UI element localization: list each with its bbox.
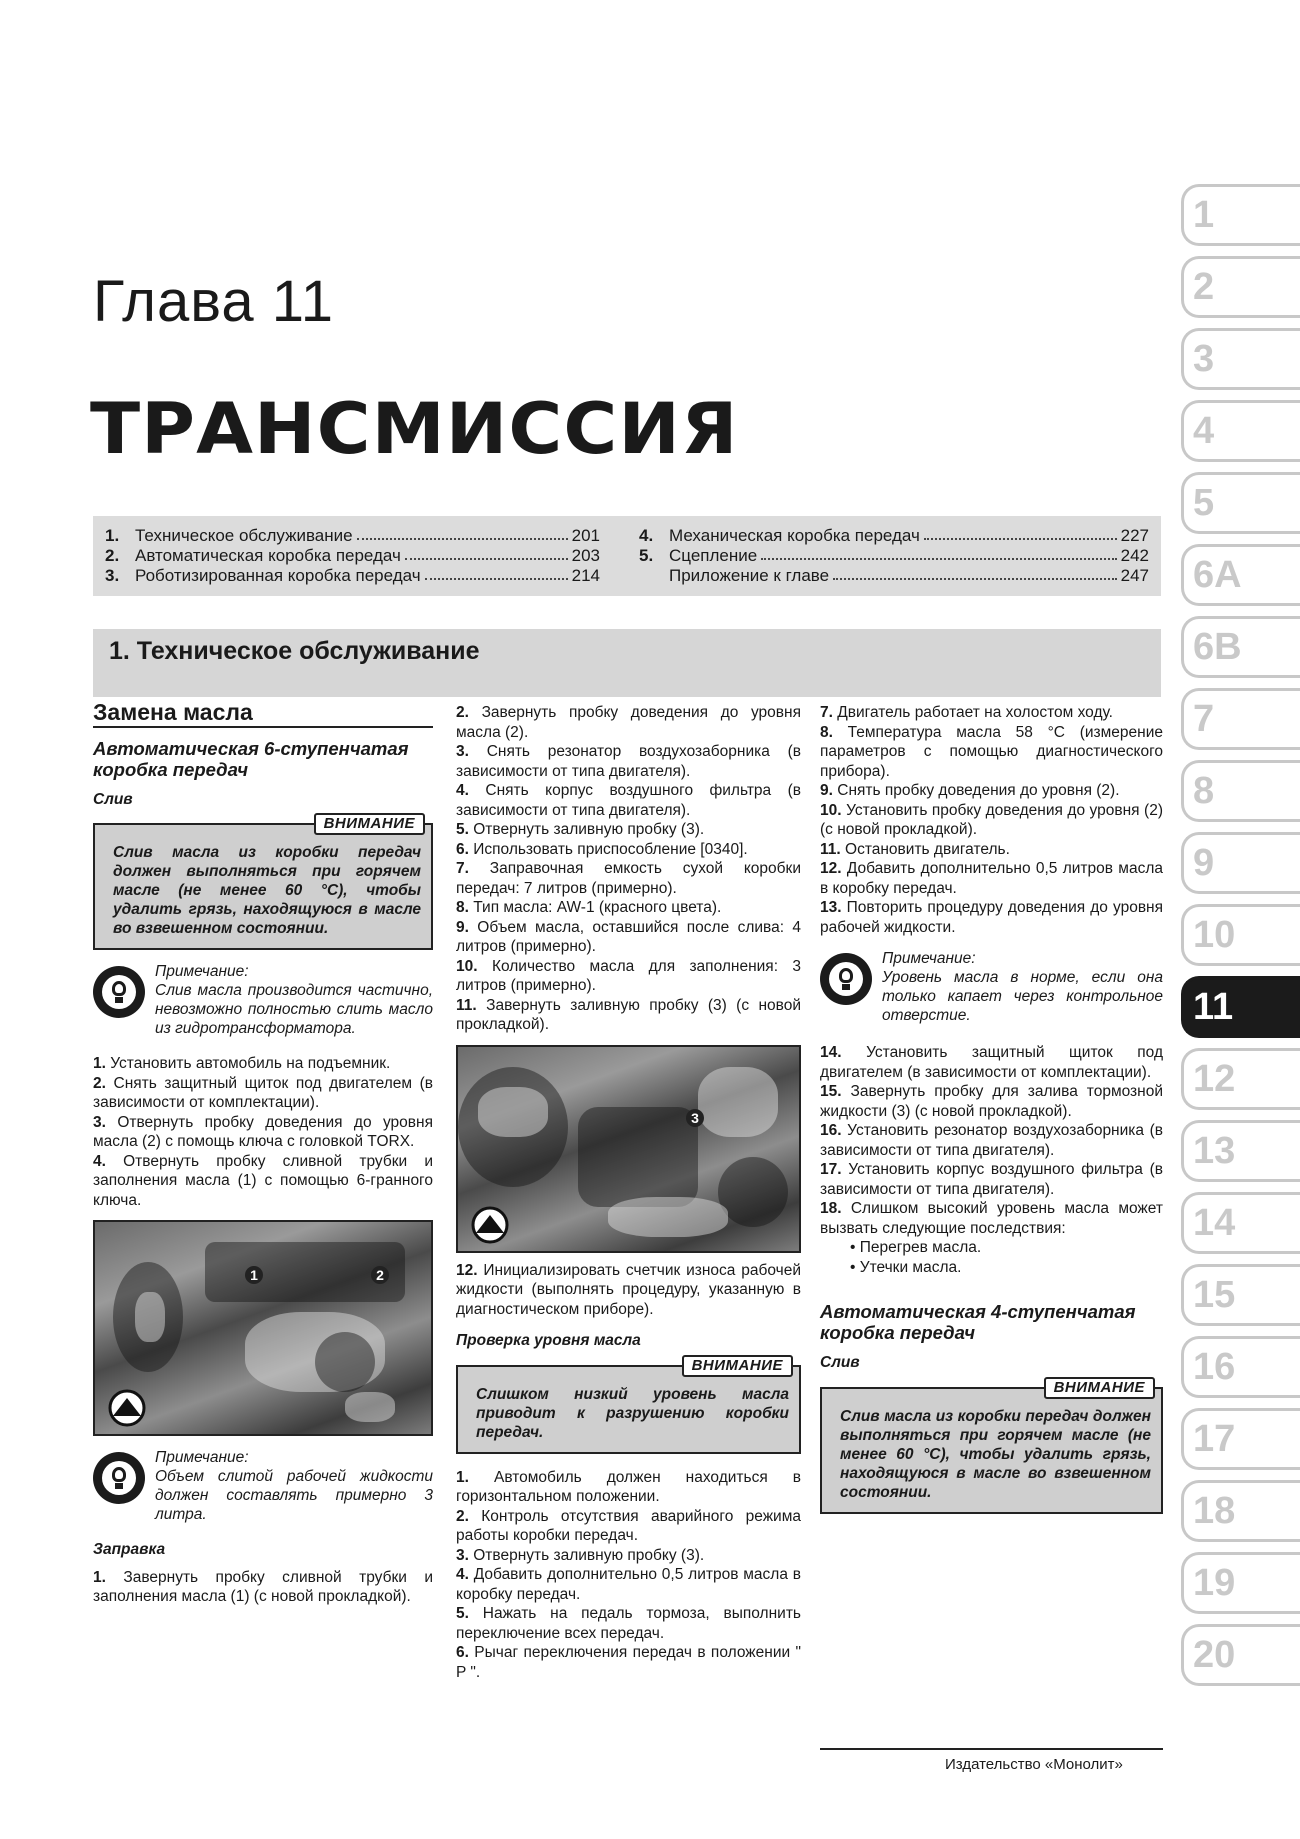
list-item bbox=[820, 1160, 1163, 1199]
chapter-tab-14[interactable] bbox=[1181, 1192, 1300, 1254]
step-text: Отвернуть пробку доведения до уровня масла (2) с помощь ключа с головкой TORX. bbox=[93, 1113, 433, 1150]
step-text: Завернуть пробку сливной трубки и заполнения масла (1) (с новой прокладкой). bbox=[93, 1568, 433, 1605]
step-list bbox=[820, 703, 1163, 937]
toc-leader-dots bbox=[405, 546, 568, 560]
chapter-tab-3[interactable] bbox=[1181, 328, 1300, 390]
note-text: Объем слитой рабочей жидкости должен составлять примерно 3 литра. bbox=[155, 1468, 433, 1523]
chapter-tab-7[interactable] bbox=[1181, 688, 1300, 750]
toc-entry-title: Автоматическая коробка передач bbox=[135, 546, 401, 565]
step-text: Отвернуть пробку сливной трубки и заполнения масла (1) с помощью 6-гранного ключа. bbox=[93, 1152, 433, 1209]
tab-label: 7 bbox=[1193, 698, 1215, 740]
list-item bbox=[820, 1043, 1163, 1082]
step-list bbox=[456, 703, 801, 1035]
toc-entry-title: Приложение к главе bbox=[669, 566, 830, 585]
chapter-tab-2[interactable] bbox=[1181, 256, 1300, 318]
step-number: 4. bbox=[456, 1566, 469, 1583]
tab-label: 10 bbox=[1193, 914, 1236, 956]
step-text: Слишком высокий уровень масла может вызвать следующие последствия: bbox=[820, 1200, 1163, 1237]
chapter-tab-6a[interactable] bbox=[1181, 544, 1300, 606]
section-header bbox=[93, 629, 1161, 697]
list-item bbox=[93, 1113, 433, 1152]
step-text: Рычаг переключения передач в положении " P ". bbox=[456, 1644, 801, 1681]
step-text: Двигатель работает на холостом ходу. bbox=[837, 704, 1113, 721]
list-item bbox=[820, 801, 1163, 840]
step-text: Снять резонатор воздухозаборника (в зависимости от типа двигателя). bbox=[456, 743, 801, 780]
step-text: Остановить двигатель. bbox=[845, 840, 1010, 858]
step-number: 1. bbox=[93, 1055, 106, 1072]
step-number: 1. bbox=[93, 1568, 106, 1586]
lightbulb-icon bbox=[93, 966, 145, 1018]
toc-entry-title: Механическая коробка передач bbox=[669, 526, 920, 545]
subheading-4-speed: Автоматическая 4-ступенчатая коробка передач bbox=[820, 1301, 1136, 1343]
list-item bbox=[456, 820, 801, 840]
toc-entry-title: Сцепление bbox=[669, 546, 758, 565]
chapter-tab-13[interactable] bbox=[1181, 1120, 1300, 1182]
tab-label: 4 bbox=[1193, 410, 1215, 452]
step-number: 5. bbox=[456, 1605, 469, 1622]
list-item bbox=[456, 957, 801, 996]
list-item bbox=[820, 1082, 1163, 1121]
column-3 bbox=[820, 703, 1163, 1522]
toc-entry bbox=[639, 546, 1149, 566]
chapter-tab-18[interactable] bbox=[1181, 1480, 1300, 1542]
chapter-tab-6b[interactable] bbox=[1181, 616, 1300, 678]
chapter-title: ТРАНСМИССИЯ bbox=[90, 388, 739, 470]
column-1 bbox=[93, 699, 433, 1607]
toc-leader-dots bbox=[425, 566, 568, 580]
warning-text: Слишком низкий уровень масла приводит к разрушению коробки передач. bbox=[476, 1385, 789, 1441]
tab-label: 8 bbox=[1193, 770, 1215, 812]
step-number: 11. bbox=[820, 840, 841, 858]
chapter-tab-16[interactable] bbox=[1181, 1336, 1300, 1398]
step-number: 9. bbox=[456, 918, 469, 936]
tab-label: 14 bbox=[1193, 1202, 1236, 1244]
step-number: 12. bbox=[456, 1261, 478, 1279]
step-text: Установить резонатор воздухозаборника (в зависимости от типа двигателя). bbox=[820, 1122, 1163, 1159]
toc-entry-page: 214 bbox=[571, 566, 600, 585]
warning-box bbox=[93, 815, 433, 950]
toc-entry-number: 2. bbox=[105, 546, 120, 565]
step-number: 4. bbox=[456, 782, 469, 799]
step-list bbox=[456, 1468, 801, 1683]
list-item bbox=[456, 1468, 801, 1507]
callout-3: 3 bbox=[686, 1109, 704, 1127]
step-number: 1. bbox=[456, 1468, 469, 1486]
publisher-credit: Издательство «Монолит» bbox=[945, 1756, 1123, 1773]
chapter-tabs bbox=[1181, 184, 1300, 1696]
toc-entry bbox=[105, 546, 600, 566]
step-text: Снять корпус воздушного фильтра (в зависимости от типа двигателя). bbox=[456, 782, 801, 819]
warning-box bbox=[820, 1378, 1163, 1514]
step-text: Заправочная емкость сухой коробки передач: 7 литров (примерно). bbox=[456, 860, 801, 897]
step-number: 18. bbox=[820, 1200, 842, 1217]
chapter-tab-11[interactable] bbox=[1181, 976, 1300, 1038]
toc-leader-dots bbox=[833, 566, 1117, 580]
toc-entry-title: Техническое обслуживание bbox=[135, 526, 353, 545]
drain-label: Слив bbox=[820, 1354, 860, 1371]
step-number: 8. bbox=[456, 899, 469, 916]
tab-label: 6A bbox=[1193, 554, 1242, 596]
list-item bbox=[456, 1261, 801, 1320]
tab-label: 20 bbox=[1193, 1634, 1236, 1676]
subheading-6-speed: Автоматическая 6-ступенчатая коробка передач bbox=[93, 737, 409, 780]
note-title: Примечание: bbox=[155, 963, 249, 980]
step-number: 14. bbox=[820, 1044, 842, 1061]
note-title: Примечание: bbox=[155, 1449, 249, 1466]
list-item bbox=[820, 781, 1163, 801]
step-text: Контроль отсутствия аварийного режима работы коробки передач. bbox=[456, 1507, 801, 1544]
step-number: 7. bbox=[456, 860, 469, 877]
tab-label: 13 bbox=[1193, 1130, 1236, 1172]
step-text: Нажать на педаль тормоза, выполнить переключение всех передач. bbox=[456, 1605, 801, 1642]
toc-entry-page: 242 bbox=[1120, 546, 1149, 565]
toc-entry-number bbox=[639, 566, 669, 586]
step-number: 6. bbox=[456, 840, 469, 858]
step-text: Отвернуть заливную пробку (3). bbox=[473, 1546, 705, 1564]
step-number: 2. bbox=[456, 1507, 469, 1525]
step-text: Количество масла для заполнения: 3 литров (примерно). bbox=[456, 957, 801, 994]
footer-rule bbox=[820, 1748, 1163, 1750]
step-text: Завернуть заливную пробку (3) (с новой прокладкой). bbox=[456, 996, 801, 1033]
step-number: 5. bbox=[456, 821, 469, 838]
step-number: 4. bbox=[93, 1152, 106, 1170]
step-number: 12. bbox=[820, 860, 842, 877]
step-text: Установить корпус воздушного фильтра (в зависимости от типа двигателя). bbox=[820, 1161, 1163, 1198]
bullet-item: • Утечки масла. bbox=[850, 1258, 1163, 1278]
step-number: 10. bbox=[820, 801, 842, 819]
toc-leader-dots bbox=[761, 546, 1116, 560]
list-item bbox=[456, 1643, 801, 1682]
chapter-tab-8[interactable] bbox=[1181, 760, 1300, 822]
warning-text: Слив масла из коробки передач должен выполняться при горячем масле (не менее 60 °С), чтобы удалить грязь, находящуюся в масле во взвешенном состоянии. bbox=[840, 1407, 1151, 1501]
step-text: Повторить процедуру доведения до уровня рабочей жидкости. bbox=[820, 899, 1164, 936]
tab-label: 9 bbox=[1193, 842, 1215, 884]
toc-entry-page: 203 bbox=[571, 546, 600, 565]
publisher-logo-icon bbox=[466, 1205, 514, 1245]
step-text: Тип масла: AW-1 (красного цвета). bbox=[473, 899, 722, 916]
toc-entry bbox=[639, 566, 1149, 586]
toc-entry-page: 227 bbox=[1120, 526, 1149, 545]
step-text: Завернуть пробку для залива тормозной жидкости (3) (с новой прокладкой). bbox=[820, 1083, 1164, 1120]
chapter-tab-10[interactable] bbox=[1181, 904, 1300, 966]
tab-label: 17 bbox=[1193, 1418, 1236, 1460]
step-text: Использовать приспособление [0340]. bbox=[473, 840, 748, 858]
chapter-tab-5[interactable] bbox=[1181, 472, 1300, 534]
step-text: Инициализировать счетчик износа рабочей жидкости (выполнять процедуру, указанную в диагностическом приборе). bbox=[456, 1261, 801, 1318]
step-text: Объем масла, оставшийся после слива: 4 литров (примерно). bbox=[456, 918, 801, 955]
list-item bbox=[820, 1121, 1163, 1160]
tab-label: 11 bbox=[1193, 986, 1234, 1028]
list-item bbox=[93, 1054, 433, 1074]
photo-transmission-plugs bbox=[93, 1220, 433, 1436]
tab-label: 2 bbox=[1193, 266, 1215, 308]
step-number: 6. bbox=[456, 1644, 469, 1661]
list-item bbox=[456, 859, 801, 898]
list-item bbox=[820, 859, 1163, 898]
chapter-tab-9[interactable] bbox=[1181, 832, 1300, 894]
check-label: Проверка уровня масла bbox=[456, 1332, 641, 1349]
step-text: Добавить дополнительно 0,5 литров масла в коробку передач. bbox=[456, 1566, 801, 1603]
list-item bbox=[820, 898, 1163, 937]
chapter-label: Глава 11 bbox=[93, 269, 334, 334]
step-text: Установить автомобиль на подъемник. bbox=[110, 1055, 391, 1072]
chapter-tab-20[interactable] bbox=[1181, 1624, 1300, 1686]
bullet-list bbox=[850, 1238, 1163, 1277]
toc-entry bbox=[105, 566, 600, 586]
warning-tag: ВНИМАНИЕ bbox=[314, 813, 425, 835]
step-number: 10. bbox=[456, 957, 478, 975]
list-item bbox=[456, 742, 801, 781]
warning-text: Слив масла из коробки передач должен выполняться при горячем масле (не менее 60 °С), чтобы удалить грязь, находящуюся в масле во взвешенном состоянии. bbox=[113, 844, 421, 937]
step-number: 2. bbox=[93, 1074, 106, 1092]
toc-entry-page: 201 bbox=[571, 526, 600, 545]
list-item bbox=[456, 1604, 801, 1643]
step-list bbox=[93, 1054, 433, 1210]
step-number: 17. bbox=[820, 1161, 842, 1178]
toc-entry-number: 3. bbox=[105, 566, 120, 585]
step-number: 13. bbox=[820, 899, 842, 916]
drain-label: Слив bbox=[93, 790, 133, 808]
step-text: Завернуть пробку доведения до уровня масла (2). bbox=[456, 704, 801, 741]
step-text: Отвернуть заливную пробку (3). bbox=[473, 821, 705, 838]
list-item bbox=[820, 703, 1163, 723]
list-item bbox=[93, 1568, 433, 1607]
callout-2: 2 bbox=[371, 1266, 389, 1284]
step-text: Температура масла 58 °С (измерение параметров с помощью диагностического прибора). bbox=[820, 723, 1163, 780]
list-item bbox=[456, 703, 801, 742]
column-2 bbox=[456, 703, 801, 1682]
list-item bbox=[93, 1074, 433, 1113]
photo-engine-bay bbox=[456, 1045, 801, 1253]
toc-entry-number: 5. bbox=[639, 546, 654, 565]
step-number: 15. bbox=[820, 1083, 842, 1100]
step-number: 3. bbox=[456, 1546, 469, 1564]
list-item bbox=[456, 781, 801, 820]
list-item bbox=[820, 723, 1163, 782]
list-item bbox=[456, 1546, 801, 1566]
step-text: Снять защитный щиток под двигателем (в зависимости от комплектации). bbox=[93, 1074, 433, 1111]
toc-entry-title: Роботизированная коробка передач bbox=[135, 566, 421, 585]
lightbulb-icon bbox=[820, 953, 872, 1005]
chapter-tab-1[interactable] bbox=[1181, 184, 1300, 246]
tab-label: 3 bbox=[1193, 338, 1215, 380]
step-text: Автомобиль должен находиться в горизонтальном положении. bbox=[456, 1468, 802, 1505]
list-item bbox=[456, 898, 801, 918]
toc-leader-dots bbox=[924, 526, 1117, 540]
fill-label: Заправка bbox=[93, 1541, 166, 1558]
tab-label: 1 bbox=[1193, 194, 1215, 236]
step-number: 2. bbox=[456, 704, 469, 721]
note-box-2 bbox=[93, 1448, 433, 1524]
step-number: 8. bbox=[820, 723, 833, 741]
bullet-item: • Перегрев масла. bbox=[850, 1238, 1163, 1258]
toc-entry-number: 1. bbox=[105, 526, 120, 545]
publisher-logo-icon bbox=[103, 1388, 151, 1428]
list-item bbox=[456, 1507, 801, 1546]
list-item bbox=[456, 840, 801, 860]
toc-entry-page: 247 bbox=[1120, 566, 1149, 585]
toc-entry bbox=[105, 526, 600, 546]
toc-left-column bbox=[105, 526, 600, 586]
step-number: 3. bbox=[93, 1113, 106, 1131]
table-of-contents bbox=[93, 516, 1161, 596]
step-text: Снять пробку доведения до уровня (2). bbox=[837, 782, 1120, 799]
lightbulb-icon bbox=[93, 1452, 145, 1504]
chapter-tab-19[interactable] bbox=[1181, 1552, 1300, 1614]
step-number: 9. bbox=[820, 782, 833, 799]
tab-label: 16 bbox=[1193, 1346, 1236, 1388]
tab-label: 12 bbox=[1193, 1058, 1236, 1100]
note-title: Примечание: bbox=[882, 950, 976, 967]
warning-tag: ВНИМАНИЕ bbox=[682, 1355, 793, 1377]
step-text: Установить пробку доведения до уровня (2) (с новой прокладкой). bbox=[820, 801, 1163, 838]
callout-1: 1 bbox=[245, 1266, 263, 1284]
list-item bbox=[820, 840, 1163, 860]
toc-right-column bbox=[639, 526, 1149, 586]
tab-label: 18 bbox=[1193, 1490, 1236, 1532]
step-list bbox=[820, 1043, 1163, 1238]
step-list bbox=[456, 1261, 801, 1320]
list-item bbox=[93, 1152, 433, 1211]
step-text: Установить защитный щиток под двигателем (в зависимости от комплектации). bbox=[820, 1044, 1163, 1081]
list-item bbox=[456, 918, 801, 957]
toc-entry bbox=[639, 526, 1149, 546]
tab-label: 5 bbox=[1193, 482, 1215, 524]
list-item bbox=[456, 996, 801, 1035]
chapter-tab-12[interactable] bbox=[1181, 1048, 1300, 1110]
note-box bbox=[820, 949, 1163, 1025]
step-number: 11. bbox=[456, 996, 477, 1014]
step-number: 7. bbox=[820, 704, 833, 721]
chapter-tab-17[interactable] bbox=[1181, 1408, 1300, 1470]
list-item bbox=[820, 1199, 1163, 1238]
tab-label: 6B bbox=[1193, 626, 1242, 668]
step-number: 16. bbox=[820, 1122, 842, 1139]
step-number: 3. bbox=[456, 743, 469, 760]
note-text: Уровень масла в норме, если она только капает через контрольное отверстие. bbox=[882, 969, 1163, 1024]
list-item bbox=[456, 1565, 801, 1604]
toc-entry-number: 4. bbox=[639, 526, 654, 545]
warning-box bbox=[456, 1356, 801, 1454]
step-list bbox=[93, 1568, 433, 1607]
note-text: Слив масла производится частично, невозможно полностью слить масло из гидротрансформатора. bbox=[155, 982, 433, 1037]
toc-leader-dots bbox=[357, 526, 568, 540]
chapter-tab-4[interactable] bbox=[1181, 400, 1300, 462]
note-box bbox=[93, 962, 433, 1038]
section-title: 1. Техническое обслуживание bbox=[109, 637, 480, 665]
heading-oil-change: Замена масла bbox=[93, 703, 433, 728]
tab-label: 15 bbox=[1193, 1274, 1236, 1316]
warning-tag: ВНИМАНИЕ bbox=[1044, 1377, 1155, 1399]
tab-label: 19 bbox=[1193, 1562, 1236, 1604]
chapter-tab-15[interactable] bbox=[1181, 1264, 1300, 1326]
step-text: Добавить дополнительно 0,5 литров масла в коробку передач. bbox=[820, 860, 1163, 897]
